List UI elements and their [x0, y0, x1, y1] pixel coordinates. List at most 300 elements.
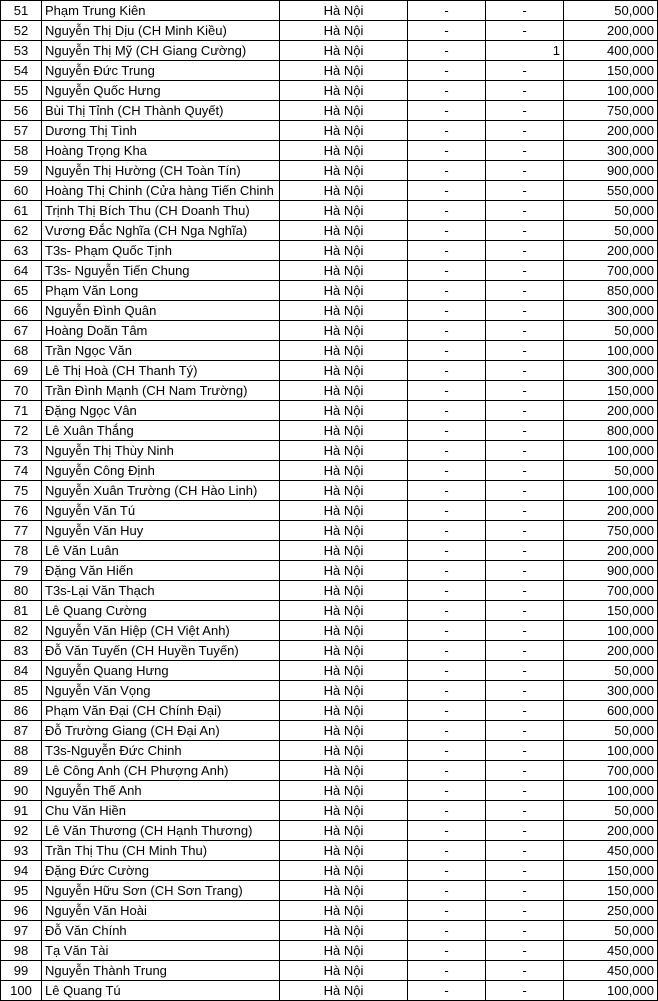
amount-cell[interactable]: 150,000: [564, 881, 658, 901]
row-number-cell[interactable]: 77: [1, 521, 42, 541]
column-b-cell[interactable]: -: [486, 961, 564, 981]
column-b-cell[interactable]: -: [486, 601, 564, 621]
customer-name-cell[interactable]: Nguyễn Thị Hường (CH Toàn Tín): [42, 161, 280, 181]
row-number-cell[interactable]: 96: [1, 901, 42, 921]
row-number-cell[interactable]: 63: [1, 241, 42, 261]
column-a-cell[interactable]: -: [408, 61, 486, 81]
customer-name-cell[interactable]: Trần Thị Thu (CH Minh Thu): [42, 841, 280, 861]
column-a-cell[interactable]: -: [408, 781, 486, 801]
customer-name-cell[interactable]: Phạm Trung Kiên: [42, 1, 280, 21]
row-number-cell[interactable]: 75: [1, 481, 42, 501]
amount-cell[interactable]: 200,000: [564, 541, 658, 561]
column-b-cell[interactable]: -: [486, 521, 564, 541]
city-cell[interactable]: Hà Nội: [280, 101, 408, 121]
customer-name-cell[interactable]: Lê Công Anh (CH Phượng Anh): [42, 761, 280, 781]
column-b-cell[interactable]: -: [486, 981, 564, 1001]
column-b-cell[interactable]: -: [486, 261, 564, 281]
amount-cell[interactable]: 600,000: [564, 701, 658, 721]
city-cell[interactable]: Hà Nội: [280, 581, 408, 601]
customer-name-cell[interactable]: Nguyễn Công Định: [42, 461, 280, 481]
column-b-cell[interactable]: -: [486, 541, 564, 561]
city-cell[interactable]: Hà Nội: [280, 781, 408, 801]
customer-name-cell[interactable]: Trần Ngọc Văn: [42, 341, 280, 361]
column-b-cell[interactable]: -: [486, 641, 564, 661]
column-b-cell[interactable]: -: [486, 941, 564, 961]
row-number-cell[interactable]: 78: [1, 541, 42, 561]
customer-name-cell[interactable]: Hoàng Doãn Tâm: [42, 321, 280, 341]
customer-name-cell[interactable]: Nguyễn Đình Quân: [42, 301, 280, 321]
amount-cell[interactable]: 450,000: [564, 941, 658, 961]
city-cell[interactable]: Hà Nội: [280, 401, 408, 421]
amount-cell[interactable]: 200,000: [564, 641, 658, 661]
row-number-cell[interactable]: 71: [1, 401, 42, 421]
column-a-cell[interactable]: -: [408, 721, 486, 741]
column-a-cell[interactable]: -: [408, 161, 486, 181]
column-a-cell[interactable]: -: [408, 101, 486, 121]
row-number-cell[interactable]: 82: [1, 621, 42, 641]
amount-cell[interactable]: 150,000: [564, 861, 658, 881]
customer-name-cell[interactable]: Đỗ Văn Chính: [42, 921, 280, 941]
customer-name-cell[interactable]: Đặng Ngọc Vân: [42, 401, 280, 421]
amount-cell[interactable]: 400,000: [564, 41, 658, 61]
customer-name-cell[interactable]: Nguyễn Văn Vọng: [42, 681, 280, 701]
row-number-cell[interactable]: 67: [1, 321, 42, 341]
customer-name-cell[interactable]: Phạm Văn Long: [42, 281, 280, 301]
customer-name-cell[interactable]: Bùi Thị Tỉnh (CH Thành Quyết): [42, 101, 280, 121]
column-a-cell[interactable]: -: [408, 501, 486, 521]
customer-name-cell[interactable]: Nguyễn Thị Dịu (CH Minh Kiều): [42, 21, 280, 41]
column-a-cell[interactable]: -: [408, 441, 486, 461]
amount-cell[interactable]: 100,000: [564, 81, 658, 101]
column-a-cell[interactable]: -: [408, 481, 486, 501]
customer-name-cell[interactable]: Hoàng Thị Chinh (Cửa hàng Tiến Chinh: [42, 181, 280, 201]
row-number-cell[interactable]: 52: [1, 21, 42, 41]
amount-cell[interactable]: 300,000: [564, 301, 658, 321]
column-a-cell[interactable]: -: [408, 821, 486, 841]
row-number-cell[interactable]: 62: [1, 221, 42, 241]
customer-name-cell[interactable]: Dương Thị Tình: [42, 121, 280, 141]
city-cell[interactable]: Hà Nội: [280, 961, 408, 981]
row-number-cell[interactable]: 94: [1, 861, 42, 881]
customer-name-cell[interactable]: Trần Đình Mạnh (CH Nam Trường): [42, 381, 280, 401]
row-number-cell[interactable]: 61: [1, 201, 42, 221]
column-a-cell[interactable]: -: [408, 81, 486, 101]
column-b-cell[interactable]: -: [486, 341, 564, 361]
amount-cell[interactable]: 50,000: [564, 801, 658, 821]
row-number-cell[interactable]: 91: [1, 801, 42, 821]
amount-cell[interactable]: 100,000: [564, 481, 658, 501]
column-b-cell[interactable]: -: [486, 621, 564, 641]
row-number-cell[interactable]: 59: [1, 161, 42, 181]
column-a-cell[interactable]: -: [408, 301, 486, 321]
amount-cell[interactable]: 750,000: [564, 521, 658, 541]
amount-cell[interactable]: 150,000: [564, 61, 658, 81]
row-number-cell[interactable]: 99: [1, 961, 42, 981]
row-number-cell[interactable]: 68: [1, 341, 42, 361]
amount-cell[interactable]: 900,000: [564, 561, 658, 581]
column-b-cell[interactable]: -: [486, 401, 564, 421]
row-number-cell[interactable]: 60: [1, 181, 42, 201]
column-b-cell[interactable]: -: [486, 281, 564, 301]
row-number-cell[interactable]: 74: [1, 461, 42, 481]
column-a-cell[interactable]: -: [408, 901, 486, 921]
city-cell[interactable]: Hà Nội: [280, 621, 408, 641]
city-cell[interactable]: Hà Nội: [280, 41, 408, 61]
row-number-cell[interactable]: 70: [1, 381, 42, 401]
city-cell[interactable]: Hà Nội: [280, 421, 408, 441]
row-number-cell[interactable]: 66: [1, 301, 42, 321]
column-a-cell[interactable]: -: [408, 41, 486, 61]
column-b-cell[interactable]: -: [486, 881, 564, 901]
column-b-cell[interactable]: -: [486, 761, 564, 781]
column-b-cell[interactable]: -: [486, 461, 564, 481]
row-number-cell[interactable]: 85: [1, 681, 42, 701]
column-a-cell[interactable]: -: [408, 581, 486, 601]
column-b-cell[interactable]: -: [486, 861, 564, 881]
customer-name-cell[interactable]: Nguyễn Thế Anh: [42, 781, 280, 801]
column-b-cell[interactable]: -: [486, 821, 564, 841]
city-cell[interactable]: Hà Nội: [280, 261, 408, 281]
column-a-cell[interactable]: -: [408, 861, 486, 881]
amount-cell[interactable]: 150,000: [564, 381, 658, 401]
column-a-cell[interactable]: -: [408, 881, 486, 901]
column-a-cell[interactable]: -: [408, 241, 486, 261]
column-b-cell[interactable]: -: [486, 141, 564, 161]
customer-name-cell[interactable]: Lê Quang Tú: [42, 981, 280, 1001]
city-cell[interactable]: Hà Nội: [280, 701, 408, 721]
customer-name-cell[interactable]: Nguyễn Quang Hưng: [42, 661, 280, 681]
column-a-cell[interactable]: -: [408, 21, 486, 41]
city-cell[interactable]: Hà Nội: [280, 821, 408, 841]
amount-cell[interactable]: 900,000: [564, 161, 658, 181]
city-cell[interactable]: Hà Nội: [280, 641, 408, 661]
column-a-cell[interactable]: -: [408, 221, 486, 241]
column-a-cell[interactable]: -: [408, 641, 486, 661]
row-number-cell[interactable]: 64: [1, 261, 42, 281]
row-number-cell[interactable]: 84: [1, 661, 42, 681]
city-cell[interactable]: Hà Nội: [280, 241, 408, 261]
row-number-cell[interactable]: 53: [1, 41, 42, 61]
customer-name-cell[interactable]: Nguyễn Thành Trung: [42, 961, 280, 981]
column-a-cell[interactable]: -: [408, 321, 486, 341]
amount-cell[interactable]: 50,000: [564, 201, 658, 221]
customer-name-cell[interactable]: Nguyễn Đức Trung: [42, 61, 280, 81]
amount-cell[interactable]: 50,000: [564, 221, 658, 241]
column-b-cell[interactable]: -: [486, 321, 564, 341]
column-b-cell[interactable]: -: [486, 381, 564, 401]
city-cell[interactable]: Hà Nội: [280, 381, 408, 401]
row-number-cell[interactable]: 89: [1, 761, 42, 781]
column-b-cell[interactable]: -: [486, 841, 564, 861]
city-cell[interactable]: Hà Nội: [280, 561, 408, 581]
customer-name-cell[interactable]: Đặng Văn Hiến: [42, 561, 280, 581]
column-b-cell[interactable]: -: [486, 721, 564, 741]
city-cell[interactable]: Hà Nội: [280, 481, 408, 501]
row-number-cell[interactable]: 72: [1, 421, 42, 441]
row-number-cell[interactable]: 98: [1, 941, 42, 961]
city-cell[interactable]: Hà Nội: [280, 341, 408, 361]
column-a-cell[interactable]: -: [408, 201, 486, 221]
row-number-cell[interactable]: 54: [1, 61, 42, 81]
amount-cell[interactable]: 50,000: [564, 721, 658, 741]
column-b-cell[interactable]: -: [486, 481, 564, 501]
column-b-cell[interactable]: -: [486, 661, 564, 681]
column-a-cell[interactable]: -: [408, 401, 486, 421]
customer-name-cell[interactable]: T3s-Nguyễn Đức Chinh: [42, 741, 280, 761]
column-a-cell[interactable]: -: [408, 961, 486, 981]
row-number-cell[interactable]: 87: [1, 721, 42, 741]
city-cell[interactable]: Hà Nội: [280, 201, 408, 221]
city-cell[interactable]: Hà Nội: [280, 221, 408, 241]
customer-name-cell[interactable]: Nguyễn Xuân Trường (CH Hào Linh): [42, 481, 280, 501]
column-b-cell[interactable]: -: [486, 21, 564, 41]
amount-cell[interactable]: 200,000: [564, 501, 658, 521]
column-a-cell[interactable]: -: [408, 681, 486, 701]
column-a-cell[interactable]: -: [408, 121, 486, 141]
customer-name-cell[interactable]: T3s- Nguyễn Tiến Chung: [42, 261, 280, 281]
column-b-cell[interactable]: -: [486, 921, 564, 941]
column-a-cell[interactable]: -: [408, 741, 486, 761]
column-b-cell[interactable]: -: [486, 241, 564, 261]
row-number-cell[interactable]: 79: [1, 561, 42, 581]
column-a-cell[interactable]: -: [408, 261, 486, 281]
city-cell[interactable]: Hà Nội: [280, 901, 408, 921]
row-number-cell[interactable]: 95: [1, 881, 42, 901]
row-number-cell[interactable]: 57: [1, 121, 42, 141]
customer-name-cell[interactable]: T3s-Lại Văn Thạch: [42, 581, 280, 601]
row-number-cell[interactable]: 73: [1, 441, 42, 461]
city-cell[interactable]: Hà Nội: [280, 441, 408, 461]
column-a-cell[interactable]: -: [408, 621, 486, 641]
customer-name-cell[interactable]: Hoàng Trọng Kha: [42, 141, 280, 161]
amount-cell[interactable]: 700,000: [564, 581, 658, 601]
row-number-cell[interactable]: 83: [1, 641, 42, 661]
column-a-cell[interactable]: -: [408, 1, 486, 21]
column-b-cell[interactable]: -: [486, 221, 564, 241]
column-b-cell[interactable]: -: [486, 441, 564, 461]
column-a-cell[interactable]: -: [408, 281, 486, 301]
row-number-cell[interactable]: 93: [1, 841, 42, 861]
amount-cell[interactable]: 100,000: [564, 741, 658, 761]
city-cell[interactable]: Hà Nội: [280, 321, 408, 341]
customer-name-cell[interactable]: Nguyễn Văn Huy: [42, 521, 280, 541]
column-b-cell[interactable]: -: [486, 561, 564, 581]
customer-name-cell[interactable]: Đỗ Trường Giang (CH Đại An): [42, 721, 280, 741]
city-cell[interactable]: Hà Nội: [280, 81, 408, 101]
column-a-cell[interactable]: -: [408, 381, 486, 401]
row-number-cell[interactable]: 65: [1, 281, 42, 301]
city-cell[interactable]: Hà Nội: [280, 501, 408, 521]
row-number-cell[interactable]: 100: [1, 981, 42, 1001]
column-a-cell[interactable]: -: [408, 981, 486, 1001]
amount-cell[interactable]: 50,000: [564, 321, 658, 341]
row-number-cell[interactable]: 90: [1, 781, 42, 801]
city-cell[interactable]: Hà Nội: [280, 161, 408, 181]
customer-name-cell[interactable]: Nguyễn Văn Hoài: [42, 901, 280, 921]
customer-name-cell[interactable]: Lê Văn Luân: [42, 541, 280, 561]
column-b-cell[interactable]: -: [486, 501, 564, 521]
city-cell[interactable]: Hà Nội: [280, 921, 408, 941]
city-cell[interactable]: Hà Nội: [280, 681, 408, 701]
column-a-cell[interactable]: -: [408, 801, 486, 821]
amount-cell[interactable]: 750,000: [564, 101, 658, 121]
amount-cell[interactable]: 450,000: [564, 961, 658, 981]
customer-name-cell[interactable]: Nguyễn Thị Mỹ (CH Giang Cường): [42, 41, 280, 61]
row-number-cell[interactable]: 55: [1, 81, 42, 101]
customer-name-cell[interactable]: Nguyễn Văn Hiệp (CH Việt Anh): [42, 621, 280, 641]
amount-cell[interactable]: 50,000: [564, 461, 658, 481]
column-b-cell[interactable]: -: [486, 781, 564, 801]
column-a-cell[interactable]: -: [408, 361, 486, 381]
column-b-cell[interactable]: -: [486, 801, 564, 821]
city-cell[interactable]: Hà Nội: [280, 541, 408, 561]
row-number-cell[interactable]: 80: [1, 581, 42, 601]
amount-cell[interactable]: 200,000: [564, 121, 658, 141]
city-cell[interactable]: Hà Nội: [280, 981, 408, 1001]
column-a-cell[interactable]: -: [408, 181, 486, 201]
city-cell[interactable]: Hà Nội: [280, 721, 408, 741]
column-a-cell[interactable]: -: [408, 541, 486, 561]
customer-name-cell[interactable]: Chu Văn Hiền: [42, 801, 280, 821]
amount-cell[interactable]: 50,000: [564, 661, 658, 681]
column-b-cell[interactable]: -: [486, 421, 564, 441]
row-number-cell[interactable]: 88: [1, 741, 42, 761]
column-a-cell[interactable]: -: [408, 341, 486, 361]
city-cell[interactable]: Hà Nội: [280, 121, 408, 141]
amount-cell[interactable]: 850,000: [564, 281, 658, 301]
city-cell[interactable]: Hà Nội: [280, 521, 408, 541]
customer-name-cell[interactable]: Phạm Văn Đại (CH Chính Đại): [42, 701, 280, 721]
column-b-cell[interactable]: -: [486, 581, 564, 601]
customer-name-cell[interactable]: Nguyễn Quốc Hưng: [42, 81, 280, 101]
column-b-cell[interactable]: -: [486, 101, 564, 121]
amount-cell[interactable]: 50,000: [564, 1, 658, 21]
city-cell[interactable]: Hà Nội: [280, 941, 408, 961]
column-b-cell[interactable]: -: [486, 301, 564, 321]
column-b-cell[interactable]: -: [486, 161, 564, 181]
amount-cell[interactable]: 150,000: [564, 601, 658, 621]
city-cell[interactable]: Hà Nội: [280, 281, 408, 301]
customer-name-cell[interactable]: Nguyễn Thị Thùy Ninh: [42, 441, 280, 461]
column-b-cell[interactable]: -: [486, 901, 564, 921]
customer-name-cell[interactable]: Nguyễn Hữu Sơn (CH Sơn Trang): [42, 881, 280, 901]
row-number-cell[interactable]: 92: [1, 821, 42, 841]
amount-cell[interactable]: 100,000: [564, 441, 658, 461]
column-a-cell[interactable]: -: [408, 561, 486, 581]
column-b-cell[interactable]: -: [486, 361, 564, 381]
column-a-cell[interactable]: -: [408, 661, 486, 681]
amount-cell[interactable]: 200,000: [564, 21, 658, 41]
amount-cell[interactable]: 700,000: [564, 761, 658, 781]
amount-cell[interactable]: 800,000: [564, 421, 658, 441]
column-a-cell[interactable]: -: [408, 421, 486, 441]
amount-cell[interactable]: 450,000: [564, 841, 658, 861]
city-cell[interactable]: Hà Nội: [280, 1, 408, 21]
city-cell[interactable]: Hà Nội: [280, 461, 408, 481]
column-b-cell[interactable]: -: [486, 701, 564, 721]
city-cell[interactable]: Hà Nội: [280, 61, 408, 81]
city-cell[interactable]: Hà Nội: [280, 21, 408, 41]
customer-name-cell[interactable]: Vương Đắc Nghĩa (CH Nga Nghĩa): [42, 221, 280, 241]
column-b-cell[interactable]: -: [486, 81, 564, 101]
customer-name-cell[interactable]: Lê Quang Cường: [42, 601, 280, 621]
city-cell[interactable]: Hà Nội: [280, 761, 408, 781]
column-b-cell[interactable]: -: [486, 201, 564, 221]
row-number-cell[interactable]: 69: [1, 361, 42, 381]
column-b-cell[interactable]: -: [486, 181, 564, 201]
city-cell[interactable]: Hà Nội: [280, 361, 408, 381]
customer-name-cell[interactable]: Lê Xuân Thắng: [42, 421, 280, 441]
amount-cell[interactable]: 250,000: [564, 901, 658, 921]
customer-name-cell[interactable]: Trịnh Thị Bích Thu (CH Doanh Thu): [42, 201, 280, 221]
amount-cell[interactable]: 200,000: [564, 401, 658, 421]
column-b-cell[interactable]: -: [486, 61, 564, 81]
city-cell[interactable]: Hà Nội: [280, 841, 408, 861]
customer-name-cell[interactable]: Đặng Đức Cường: [42, 861, 280, 881]
customer-name-cell[interactable]: Nguyễn Văn Tú: [42, 501, 280, 521]
customer-name-cell[interactable]: Tạ Văn Tài: [42, 941, 280, 961]
column-a-cell[interactable]: -: [408, 461, 486, 481]
city-cell[interactable]: Hà Nội: [280, 141, 408, 161]
column-b-cell[interactable]: -: [486, 741, 564, 761]
amount-cell[interactable]: 100,000: [564, 341, 658, 361]
column-b-cell[interactable]: -: [486, 1, 564, 21]
city-cell[interactable]: Hà Nội: [280, 741, 408, 761]
amount-cell[interactable]: 100,000: [564, 781, 658, 801]
city-cell[interactable]: Hà Nội: [280, 661, 408, 681]
amount-cell[interactable]: 50,000: [564, 921, 658, 941]
row-number-cell[interactable]: 81: [1, 601, 42, 621]
amount-cell[interactable]: 200,000: [564, 241, 658, 261]
city-cell[interactable]: Hà Nội: [280, 181, 408, 201]
row-number-cell[interactable]: 86: [1, 701, 42, 721]
customer-name-cell[interactable]: Lê Thị Hoà (CH Thanh Tý): [42, 361, 280, 381]
amount-cell[interactable]: 300,000: [564, 361, 658, 381]
city-cell[interactable]: Hà Nội: [280, 881, 408, 901]
column-a-cell[interactable]: -: [408, 521, 486, 541]
column-a-cell[interactable]: -: [408, 941, 486, 961]
customer-name-cell[interactable]: Lê Văn Thương (CH Hạnh Thương): [42, 821, 280, 841]
column-a-cell[interactable]: -: [408, 701, 486, 721]
column-b-cell[interactable]: 1: [486, 41, 564, 61]
column-a-cell[interactable]: -: [408, 841, 486, 861]
column-b-cell[interactable]: -: [486, 121, 564, 141]
customer-name-cell[interactable]: T3s- Phạm Quốc Tịnh: [42, 241, 280, 261]
amount-cell[interactable]: 550,000: [564, 181, 658, 201]
column-a-cell[interactable]: -: [408, 601, 486, 621]
row-number-cell[interactable]: 58: [1, 141, 42, 161]
city-cell[interactable]: Hà Nội: [280, 861, 408, 881]
amount-cell[interactable]: 100,000: [564, 621, 658, 641]
customer-name-cell[interactable]: Đỗ Văn Tuyến (CH Huyền Tuyến): [42, 641, 280, 661]
amount-cell[interactable]: 100,000: [564, 981, 658, 1001]
column-b-cell[interactable]: -: [486, 681, 564, 701]
city-cell[interactable]: Hà Nội: [280, 601, 408, 621]
row-number-cell[interactable]: 56: [1, 101, 42, 121]
column-a-cell[interactable]: -: [408, 141, 486, 161]
city-cell[interactable]: Hà Nội: [280, 301, 408, 321]
amount-cell[interactable]: 700,000: [564, 261, 658, 281]
amount-cell[interactable]: 200,000: [564, 821, 658, 841]
column-a-cell[interactable]: -: [408, 761, 486, 781]
amount-cell[interactable]: 300,000: [564, 681, 658, 701]
row-number-cell[interactable]: 76: [1, 501, 42, 521]
row-number-cell[interactable]: 97: [1, 921, 42, 941]
city-cell[interactable]: Hà Nội: [280, 801, 408, 821]
row-number-cell[interactable]: 51: [1, 1, 42, 21]
column-a-cell[interactable]: -: [408, 921, 486, 941]
amount-cell[interactable]: 300,000: [564, 141, 658, 161]
